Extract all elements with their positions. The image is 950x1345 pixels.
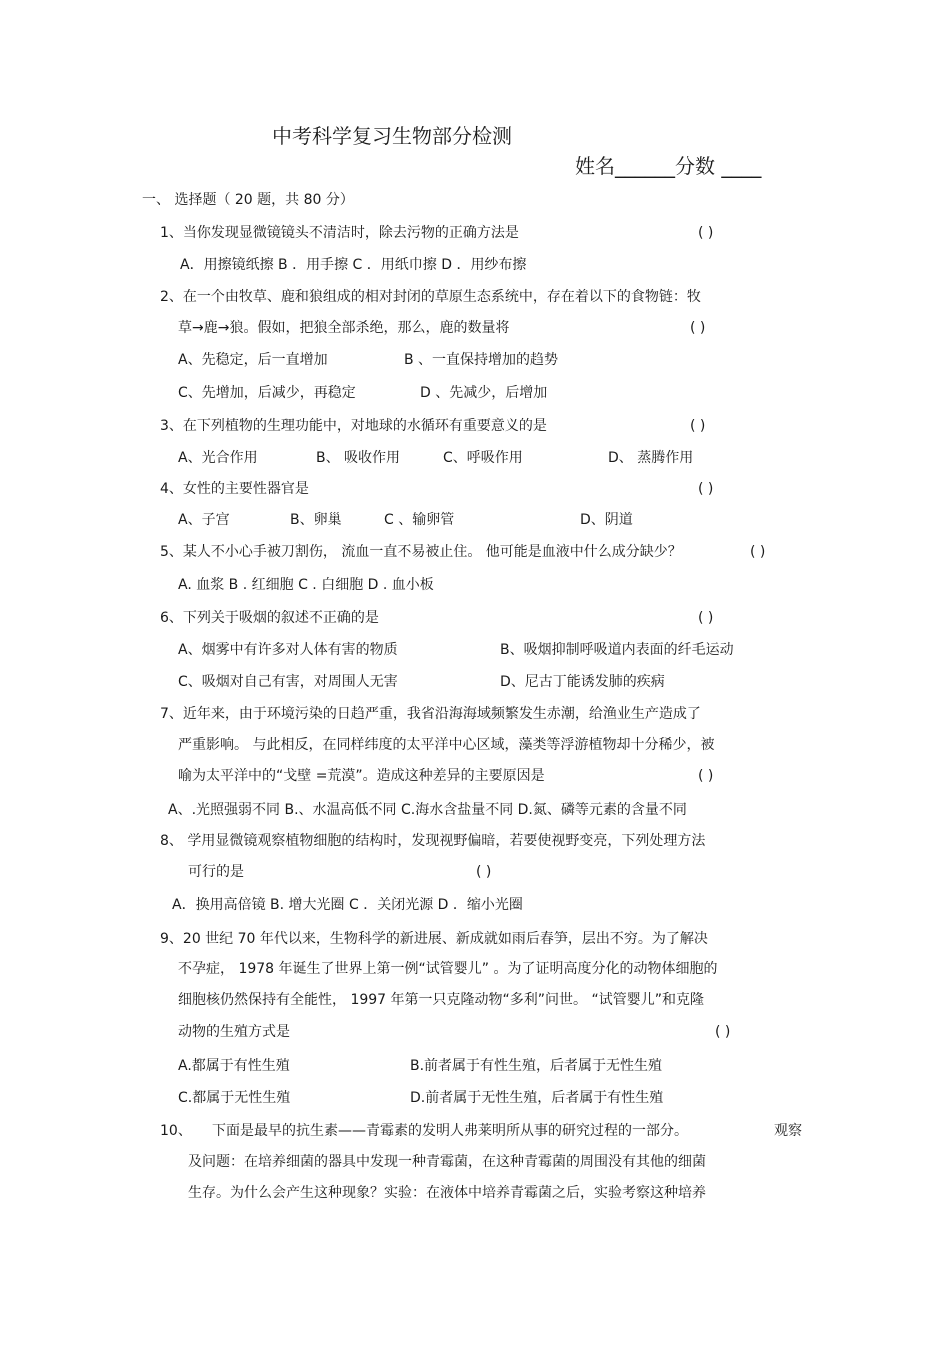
q2-option-b: B 、一直保持增加的趋势 (404, 352, 559, 368)
q2-stem-line1: 2、在一个由牧草、鹿和狼组成的相对封闭的草原生态系统中，存在着以下的食物链：牧 (160, 289, 701, 305)
page-title: 中考科学复习生物部分检测 (272, 124, 512, 148)
q8-options: A．换用高倍镜 B. 增大光圈 C ．关闭光源 D ．缩小光圈 (172, 897, 523, 913)
q4-option-c: C 、输卵管 (384, 512, 455, 528)
q1-stem: 1、当你发现显微镜镜头不清洁时，除去污物的正确方法是 (160, 225, 519, 241)
q2-answer-paren: ( ) (690, 320, 706, 336)
q4-option-a: A、子宫 (178, 512, 230, 528)
q1-options: A．用擦镜纸擦 B ．用手擦 C ．用纸巾擦 D ．用纱布擦 (180, 257, 527, 273)
q9-option-b: B.前者属于有性生殖，后者属于无性生殖 (410, 1058, 663, 1074)
q10-stem-line2: 及问题：在培养细菌的器具中发现一种青霉菌，在这种青霉菌的周围没有其他的细菌 (188, 1154, 706, 1170)
q3-answer-paren: ( ) (690, 418, 706, 434)
q9-option-a: A.都属于有性生殖 (178, 1058, 290, 1074)
q3-option-b: B、 吸收作用 (316, 450, 401, 466)
q10-number: 10、 (160, 1123, 192, 1139)
q6-answer-paren: ( ) (698, 610, 714, 626)
q2-option-d: D 、先减少，后增加 (420, 385, 548, 401)
q9-stem-line4: 动物的生殖方式是 (178, 1024, 290, 1040)
q9-option-d: D.前者属于无性生殖，后者属于有性生殖 (410, 1090, 664, 1106)
q9-stem-line3: 细胞核仍然保持有全能性， 1997 年第一只克隆动物“多利”问世。 “试管婴儿”和克隆 (178, 992, 704, 1008)
q4-stem: 4、女性的主要性器官是 (160, 481, 309, 497)
q2-option-c: C、先增加，后减少，再稳定 (178, 385, 356, 401)
q1-answer-paren: ( ) (698, 225, 714, 241)
q7-stem-line3: 喻为太平洋中的“戈壁 =荒漠”。造成这种差异的主要原因是 (178, 768, 545, 784)
q7-answer-paren: ( ) (698, 768, 714, 784)
q6-stem: 6、下列关于吸烟的叙述不正确的是 (160, 610, 379, 626)
q5-options: A. 血浆 B . 红细胞 C . 白细胞 D . 血小板 (178, 577, 434, 593)
q4-option-d: D、阴道 (580, 512, 633, 528)
name-score-line: 姓名______分数 ____ (575, 154, 762, 178)
q10-stem-line1: 下面是最早的抗生素——青霉素的发明人弗莱明所从事的研究过程的一部分。 (212, 1123, 688, 1139)
section-heading: 一、 选择题（ 20 题，共 80 分） (142, 192, 354, 208)
q7-stem-line2: 严重影响。 与此相反，在同样纬度的太平洋中心区域，藻类等浮游植物却十分稀少，被 (178, 737, 715, 753)
q6-option-d: D、尼古丁能诱发肺的疾病 (500, 674, 665, 690)
q5-stem: 5、某人不小心手被刀割伤， 流血一直不易被止住。 他可能是血液中什么成分缺少？ (160, 544, 682, 560)
q9-stem-line1: 9、20 世纪 70 年代以来，生物科学的新进展、新成就如雨后春笋，层出不穷。为了解决 (160, 931, 708, 947)
q8-stem-line1: 8、 学用显微镜观察植物细胞的结构时，发现视野偏暗，若要使视野变亮，下列处理方法 (160, 833, 706, 849)
q4-option-b: B、卵巢 (290, 512, 342, 528)
q3-option-a: A、光合作用 (178, 450, 258, 466)
q3-option-d: D、 蒸腾作用 (608, 450, 694, 466)
q5-answer-paren: ( ) (750, 544, 766, 560)
q3-stem: 3、在下列植物的生理功能中，对地球的水循环有重要意义的是 (160, 418, 547, 434)
q9-stem-line2: 不孕症， 1978 年诞生了世界上第一例“试管婴儿” 。为了证明高度分化的动物体细胞的 (178, 961, 718, 977)
q9-answer-paren: ( ) (715, 1024, 731, 1040)
q7-stem-line1: 7、近年来，由于环境污染的日趋严重，我省沿海海域频繁发生赤潮，给渔业生产造成了 (160, 706, 701, 722)
q2-option-a: A、先稳定，后一直增加 (178, 352, 328, 368)
q7-options: A、.光照强弱不同 B.、水温高低不同 C.海水含盐量不同 D.氮、磷等元素的含量不同 (168, 802, 687, 818)
q10-stem-line3: 生存。为什么会产生这种现象？实验：在液体中培养青霉菌之后，实验考察这种培养 (188, 1185, 706, 1201)
q4-answer-paren: ( ) (698, 481, 714, 497)
q6-option-a: A、烟雾中有许多对人体有害的物质 (178, 642, 398, 658)
q2-stem-line2: 草→鹿→狼。假如，把狼全部杀绝，那么，鹿的数量将 (178, 320, 510, 336)
q8-stem-line2: 可行的是 (188, 864, 244, 880)
q6-option-b: B、吸烟抑制呼吸道内表面的纤毛运动 (500, 642, 734, 658)
q9-option-c: C.都属于无性生殖 (178, 1090, 291, 1106)
q3-option-c: C、呼吸作用 (443, 450, 523, 466)
q10-stem-line1-tail: 观察 (774, 1123, 802, 1139)
q6-option-c: C、吸烟对自己有害，对周围人无害 (178, 674, 398, 690)
q8-answer-paren: ( ) (476, 864, 492, 880)
